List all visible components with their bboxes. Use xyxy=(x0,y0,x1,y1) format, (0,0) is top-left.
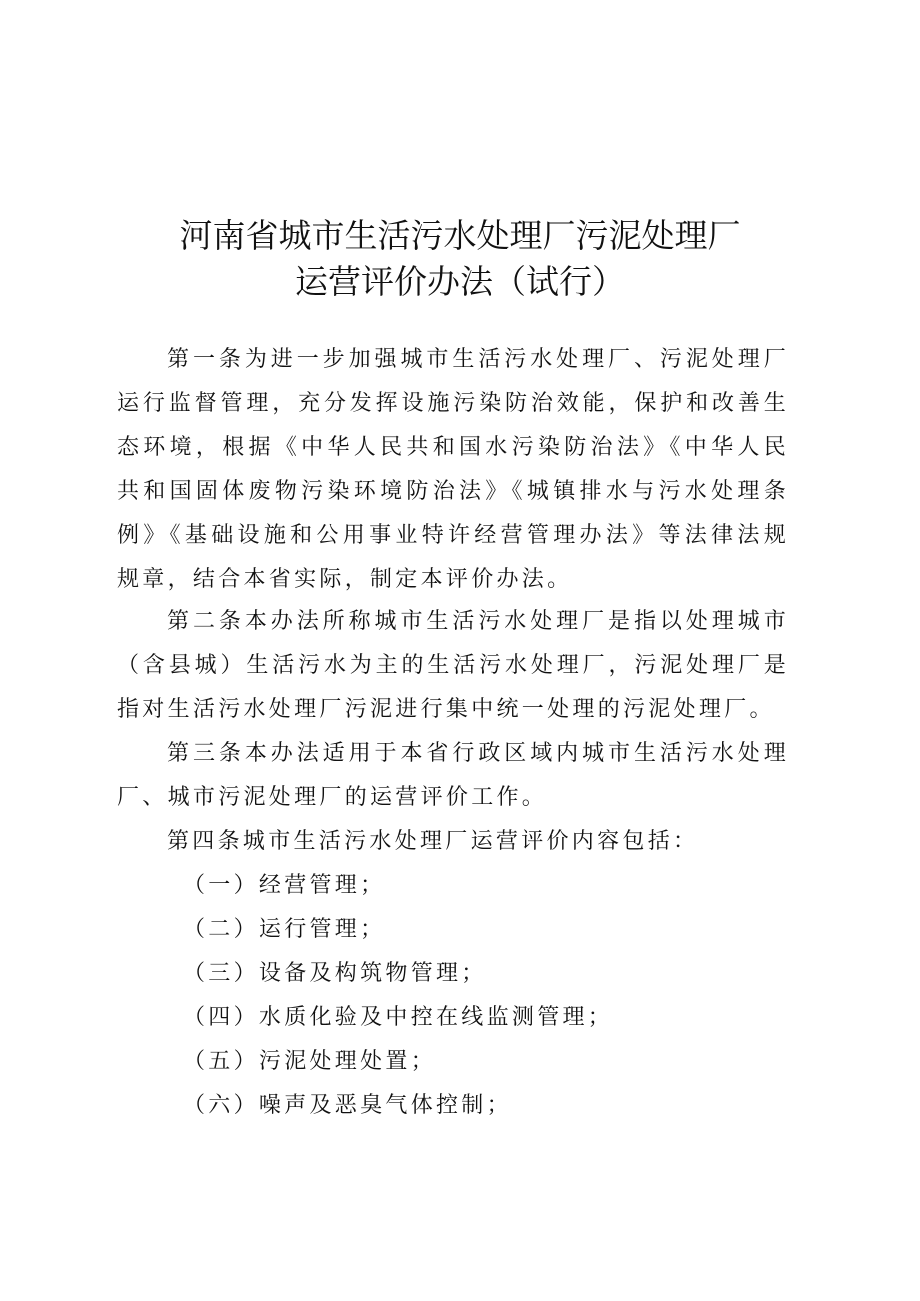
article-2: 第二条本办法所称城市生活污水处理厂是指以处理城市（含县城）生活污水为主的生活污水处理厂，污泥处理厂是指对生活污水处理厂污泥进行集中统一处理的污泥处理厂。 xyxy=(117,609,789,722)
document-title-line-1: 河南省城市生活污水处理厂污泥处理厂 xyxy=(179,216,741,255)
list-item: （五）污泥处理处置； xyxy=(183,1049,437,1074)
evaluation-content-list xyxy=(183,864,783,1128)
document-title-line-2: 运营评价办法（试行） xyxy=(295,262,625,301)
article-1: 第一条为进一步加强城市生活污水处理厂、污泥处理厂运行监督管理，充分发挥设施污染防治效能，保护和改善生态环境，根据《中华人民共和国水污染防治法》《中华人民共和国固体废物污染环境防治法》《城镇排水与污水处理条例》《基础设施和公用事业特许经营管理办法》等法律法规规章，结合本省实际，制定本评价办法。 xyxy=(117,347,789,592)
article-3: 第三条本办法适用于本省行政区域内城市生活污水处理厂、城市污泥处理厂的运营评价工作。 xyxy=(117,741,789,810)
list-item: （二）运行管理； xyxy=(183,917,386,942)
list-item: （四）水质化验及中控在线监测管理； xyxy=(183,1005,614,1030)
article-4: 第四条城市生活污水处理厂运营评价内容包括： xyxy=(167,829,699,854)
list-item: （一）经营管理； xyxy=(183,873,386,898)
list-item: （三）设备及构筑物管理； xyxy=(183,961,487,986)
list-item: （六）噪声及恶臭气体控制； xyxy=(183,1093,512,1118)
